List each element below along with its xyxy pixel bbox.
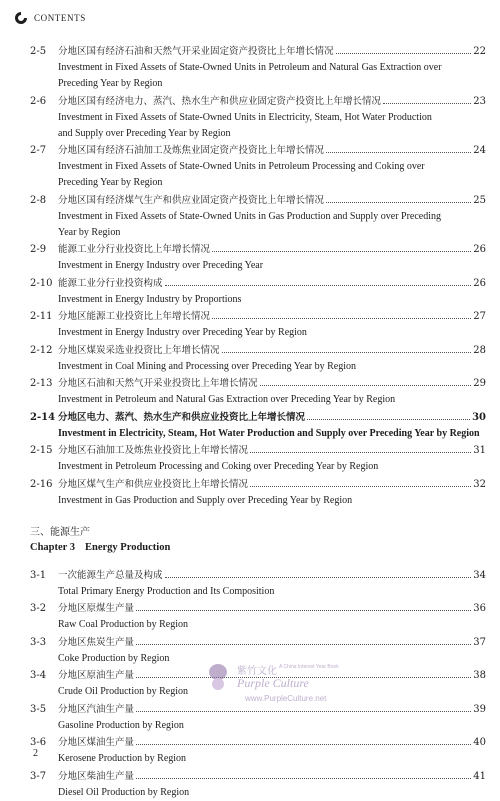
entry-title-zh: 分地区原煤生产量 (58, 603, 135, 614)
entry-number: 2-9 (30, 244, 47, 255)
entry-page: 24 (473, 145, 486, 156)
entry-number: 3-4 (30, 670, 47, 681)
entry-number: 3-7 (30, 770, 47, 782)
entry-page: 28 (473, 344, 486, 356)
page-header (14, 8, 86, 28)
leader-dots (383, 103, 471, 104)
leader-dots (250, 452, 471, 453)
entry-page: 41 (473, 770, 486, 782)
toc-entry-2-10[interactable] (30, 276, 486, 308)
entry-title-en: Kerosene Production by Region (58, 753, 187, 764)
entry-title-zh: 分地区石油加工及炼焦业投资比上年增长情况 (58, 445, 249, 456)
chapter-label: Chapter 3 (30, 541, 76, 553)
entry-title-en: Investment in Energy Industry over Preceding Year (58, 260, 264, 271)
entry-page: 36 (473, 603, 486, 614)
entry-title-en: Investment in Fixed Assets of State-Owned Units in Petroleum and Natural Gas Extraction over (58, 62, 442, 73)
entry-title-zh: 分地区煤炭采选业投资比上年增长情况 (58, 344, 220, 356)
toc-entry-2-9[interactable] (30, 242, 486, 274)
toc-entry-2-8[interactable] (30, 193, 486, 241)
publisher-logo-icon (14, 11, 28, 25)
entry-title-zh: 分地区国有经济煤气生产和供应业固定资产投资比上年增长情况 (58, 194, 325, 206)
entry-number: 2-10 (30, 277, 53, 289)
entry-page: 38 (473, 670, 486, 681)
entry-page: 26 (473, 244, 486, 255)
entry-title-en: Investment in Petroleum and Natural Gas Extraction over Preceding Year by Region (58, 394, 396, 405)
entry-title-en: Investment in Energy Industry by Proportions (58, 293, 242, 305)
toc-entry-2-5[interactable] (30, 44, 486, 92)
toc-entry-3-1[interactable] (30, 568, 486, 600)
leader-dots (307, 419, 470, 420)
entry-number: 2-13 (30, 378, 53, 389)
leader-dots (260, 385, 472, 386)
entry-number: 2-5 (30, 46, 47, 57)
leader-dots (212, 251, 471, 252)
entry-page: 22 (473, 46, 486, 57)
entry-page: 23 (473, 95, 486, 107)
entry-title-zh: 分地区石油和天然气开采业投资比上年增长情况 (58, 378, 258, 389)
watermark-url: www.PurpleCulture.net (245, 694, 327, 703)
entry-title-zh: 分地区柴油生产量 (58, 770, 135, 782)
entry-title-zh: 分地区国有经济石油和天然气开采业固定资产投资比上年增长情况 (58, 46, 334, 57)
entry-title-en: Year by Region (58, 226, 121, 238)
entry-number: 3-5 (30, 703, 47, 715)
toc-entry-2-14[interactable] (30, 410, 486, 442)
section-heading-zh: 三、能源生产 (30, 526, 90, 538)
leader-dots (222, 352, 472, 353)
entry-title-zh: 分地区国有经济石油加工及炼焦业固定资产投资比上年增长情况 (58, 145, 325, 156)
entry-title-en: Diesel Oil Production by Region (58, 786, 190, 798)
entry-title-zh: 分地区焦炭生产量 (58, 636, 135, 648)
entry-number: 2-11 (30, 311, 53, 322)
toc-entry-2-7[interactable] (30, 143, 486, 191)
leader-dots (165, 577, 472, 578)
watermark-zh: 紫竹文化 (237, 666, 277, 677)
entry-title-en: Preceding Year by Region (58, 78, 163, 89)
entry-number: 2-12 (30, 344, 53, 356)
entry-page: 27 (473, 311, 486, 322)
entry-title-zh: 能源工业分行业投资构成 (58, 277, 163, 289)
entry-page: 25 (473, 194, 486, 206)
entry-page: 34 (473, 569, 486, 581)
toc-entry-3-7[interactable] (30, 769, 486, 801)
entry-title-en: Raw Coal Production by Region (58, 619, 188, 630)
toc-entry-2-15[interactable] (30, 443, 486, 475)
entry-title-zh: 能源工业分行业投资比上年增长情况 (58, 244, 211, 255)
entry-page: 30 (472, 411, 486, 423)
entry-number: 3-3 (30, 636, 47, 648)
toc-entry-3-2[interactable] (30, 601, 486, 633)
entry-title-zh: 分地区煤油生产量 (58, 737, 135, 748)
toc-entry-3-6[interactable] (30, 735, 486, 767)
leader-dots (136, 778, 471, 779)
entry-page: 29 (473, 378, 486, 389)
entry-number: 3-6 (30, 737, 47, 748)
entry-title-zh: 一次能源生产总量及构成 (58, 569, 163, 581)
entry-title-en: Investment in Gas Production and Supply over Preceding Year by Region (58, 494, 353, 506)
header-title: CONTENTS (34, 13, 86, 23)
entry-title-en: Investment in Fixed Assets of State-Owned Units in Electricity, Steam, Hot Water Production (58, 111, 432, 123)
entry-number: 2-15 (30, 445, 53, 456)
page-number: 2 (33, 748, 38, 759)
entry-title-en: Investment in Petroleum Processing and Coking over Preceding Year by Region (58, 461, 379, 472)
entry-title-zh: 分地区国有经济电力、蒸汽、热水生产和供应业固定资产投资比上年增长情况 (58, 95, 382, 107)
entry-number: 2-8 (30, 194, 47, 206)
entry-number: 2-7 (30, 145, 47, 156)
watermark (205, 662, 355, 718)
entry-page: 32 (473, 478, 486, 490)
entry-title-en: Investment in Fixed Assets of State-Owned Units in Gas Production and Supply over Preceding (58, 210, 442, 222)
entry-number: 2-6 (30, 95, 47, 107)
entry-title-en: Investment in Energy Industry over Preceding Year by Region (58, 327, 307, 338)
purple-culture-logo-icon (205, 662, 231, 692)
leader-dots (165, 285, 472, 286)
chapter-title: Energy Production (85, 541, 171, 553)
entry-title-en: and Supply over Preceding Year by Region (58, 127, 231, 139)
entry-title-zh: 分地区电力、蒸汽、热水生产和供应业投资比上年增长情况 (58, 411, 306, 423)
toc-entry-2-6[interactable] (30, 94, 486, 142)
watermark-tagline: A China Interest Year Book (279, 664, 339, 670)
entry-page: 31 (473, 445, 486, 456)
leader-dots (250, 486, 471, 487)
entry-number: 2-16 (30, 478, 53, 490)
entry-title-zh: 分地区能源工业投资比上年增长情况 (58, 311, 211, 322)
leader-dots (212, 318, 471, 319)
entry-page: 37 (473, 636, 486, 648)
entry-title-zh: 分地区煤气生产和供应业投资比上年增长情况 (58, 478, 249, 490)
toc-entry-2-12[interactable] (30, 343, 486, 375)
entry-title-en: Gasoline Production by Region (58, 719, 184, 731)
entry-title-en: Investment in Coal Mining and Processing over Preceding Year by Region (58, 360, 357, 372)
leader-dots (136, 644, 471, 645)
leader-dots (326, 152, 471, 153)
leader-dots (136, 610, 471, 611)
entry-number: 2-14 (30, 411, 56, 423)
entry-title-en: Crude Oil Production by Region (58, 686, 188, 697)
leader-dots (336, 53, 472, 54)
toc-entry-2-13[interactable] (30, 376, 486, 408)
entry-title-zh: 分地区汽油生产量 (58, 703, 135, 715)
entry-page: 39 (473, 703, 486, 715)
leader-dots (136, 744, 471, 745)
entry-title-en: Coke Production by Region (58, 652, 170, 664)
leader-dots (326, 202, 471, 203)
entry-page: 26 (473, 277, 486, 289)
entry-title-en: Investment in Fixed Assets of State-Owned Units in Petroleum Processing and Coking over (58, 161, 425, 172)
chapter-heading (30, 540, 486, 556)
entry-title-en: Total Primary Energy Production and Its Composition (58, 585, 275, 597)
entry-title-en: Preceding Year by Region (58, 177, 163, 188)
entry-title-en: Investment in Electricity, Steam, Hot Water Production and Supply over Preceding Year by Region (58, 427, 480, 439)
toc-entry-2-16[interactable] (30, 477, 486, 509)
watermark-brand: Purple Culture (237, 676, 309, 690)
entry-title-zh: 分地区原油生产量 (58, 670, 135, 681)
toc-entry-2-11[interactable] (30, 309, 486, 341)
entry-page: 40 (473, 737, 486, 748)
entry-number: 3-1 (30, 569, 47, 581)
entry-number: 3-2 (30, 603, 47, 614)
